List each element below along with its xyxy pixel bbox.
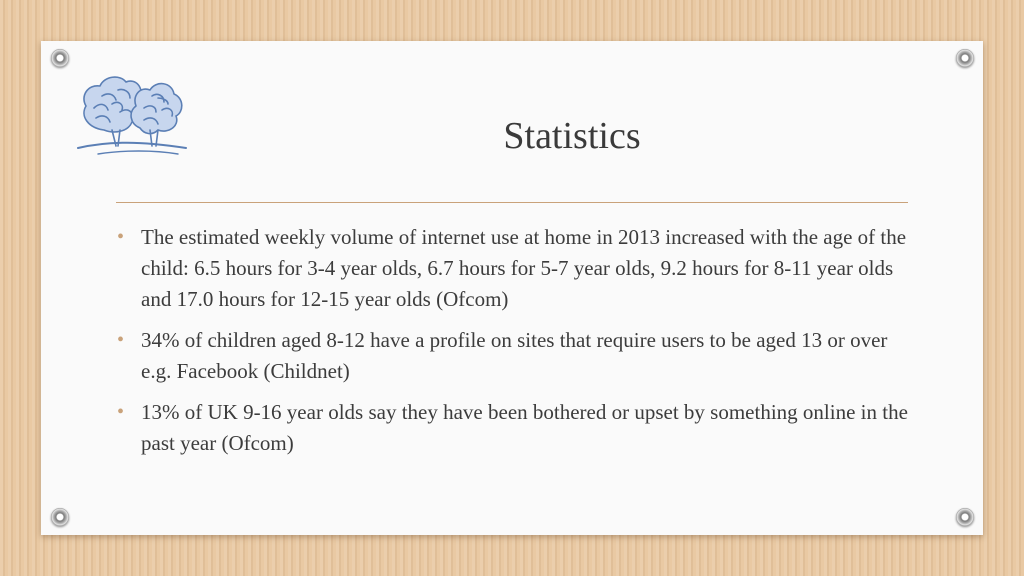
title-divider (116, 202, 908, 203)
screw-icon (956, 49, 974, 67)
bullet-icon: • (117, 226, 125, 248)
slide-title: Statistics (503, 115, 641, 157)
trees-logo-icon (74, 68, 190, 168)
bullet-item (117, 325, 909, 387)
bullet-item (117, 222, 909, 315)
bullet-icon: • (117, 329, 125, 351)
screw-icon (956, 508, 974, 526)
bullet-list (117, 222, 909, 469)
bullet-text: 34% of children aged 8-12 have a profile on sites that require users to be aged 13 or over e.g. Facebook (Childnet) (141, 328, 888, 383)
bullet-item (117, 397, 909, 459)
bullet-text: 13% of UK 9-16 year olds say they have been bothered or upset by something online in the past year (Ofcom) (141, 400, 908, 455)
screw-icon (51, 49, 69, 67)
screw-icon (51, 508, 69, 526)
bullet-icon: • (117, 401, 125, 423)
bullet-text: The estimated weekly volume of internet use at home in 2013 increased with the age of the child: 6.5 hours for 3-4 year olds, 6.7 hours for 5-7 year olds, 9.2 hours for 8-11 year olds and 17.0 hours for 12-15 year olds (Ofcom) (141, 225, 907, 311)
